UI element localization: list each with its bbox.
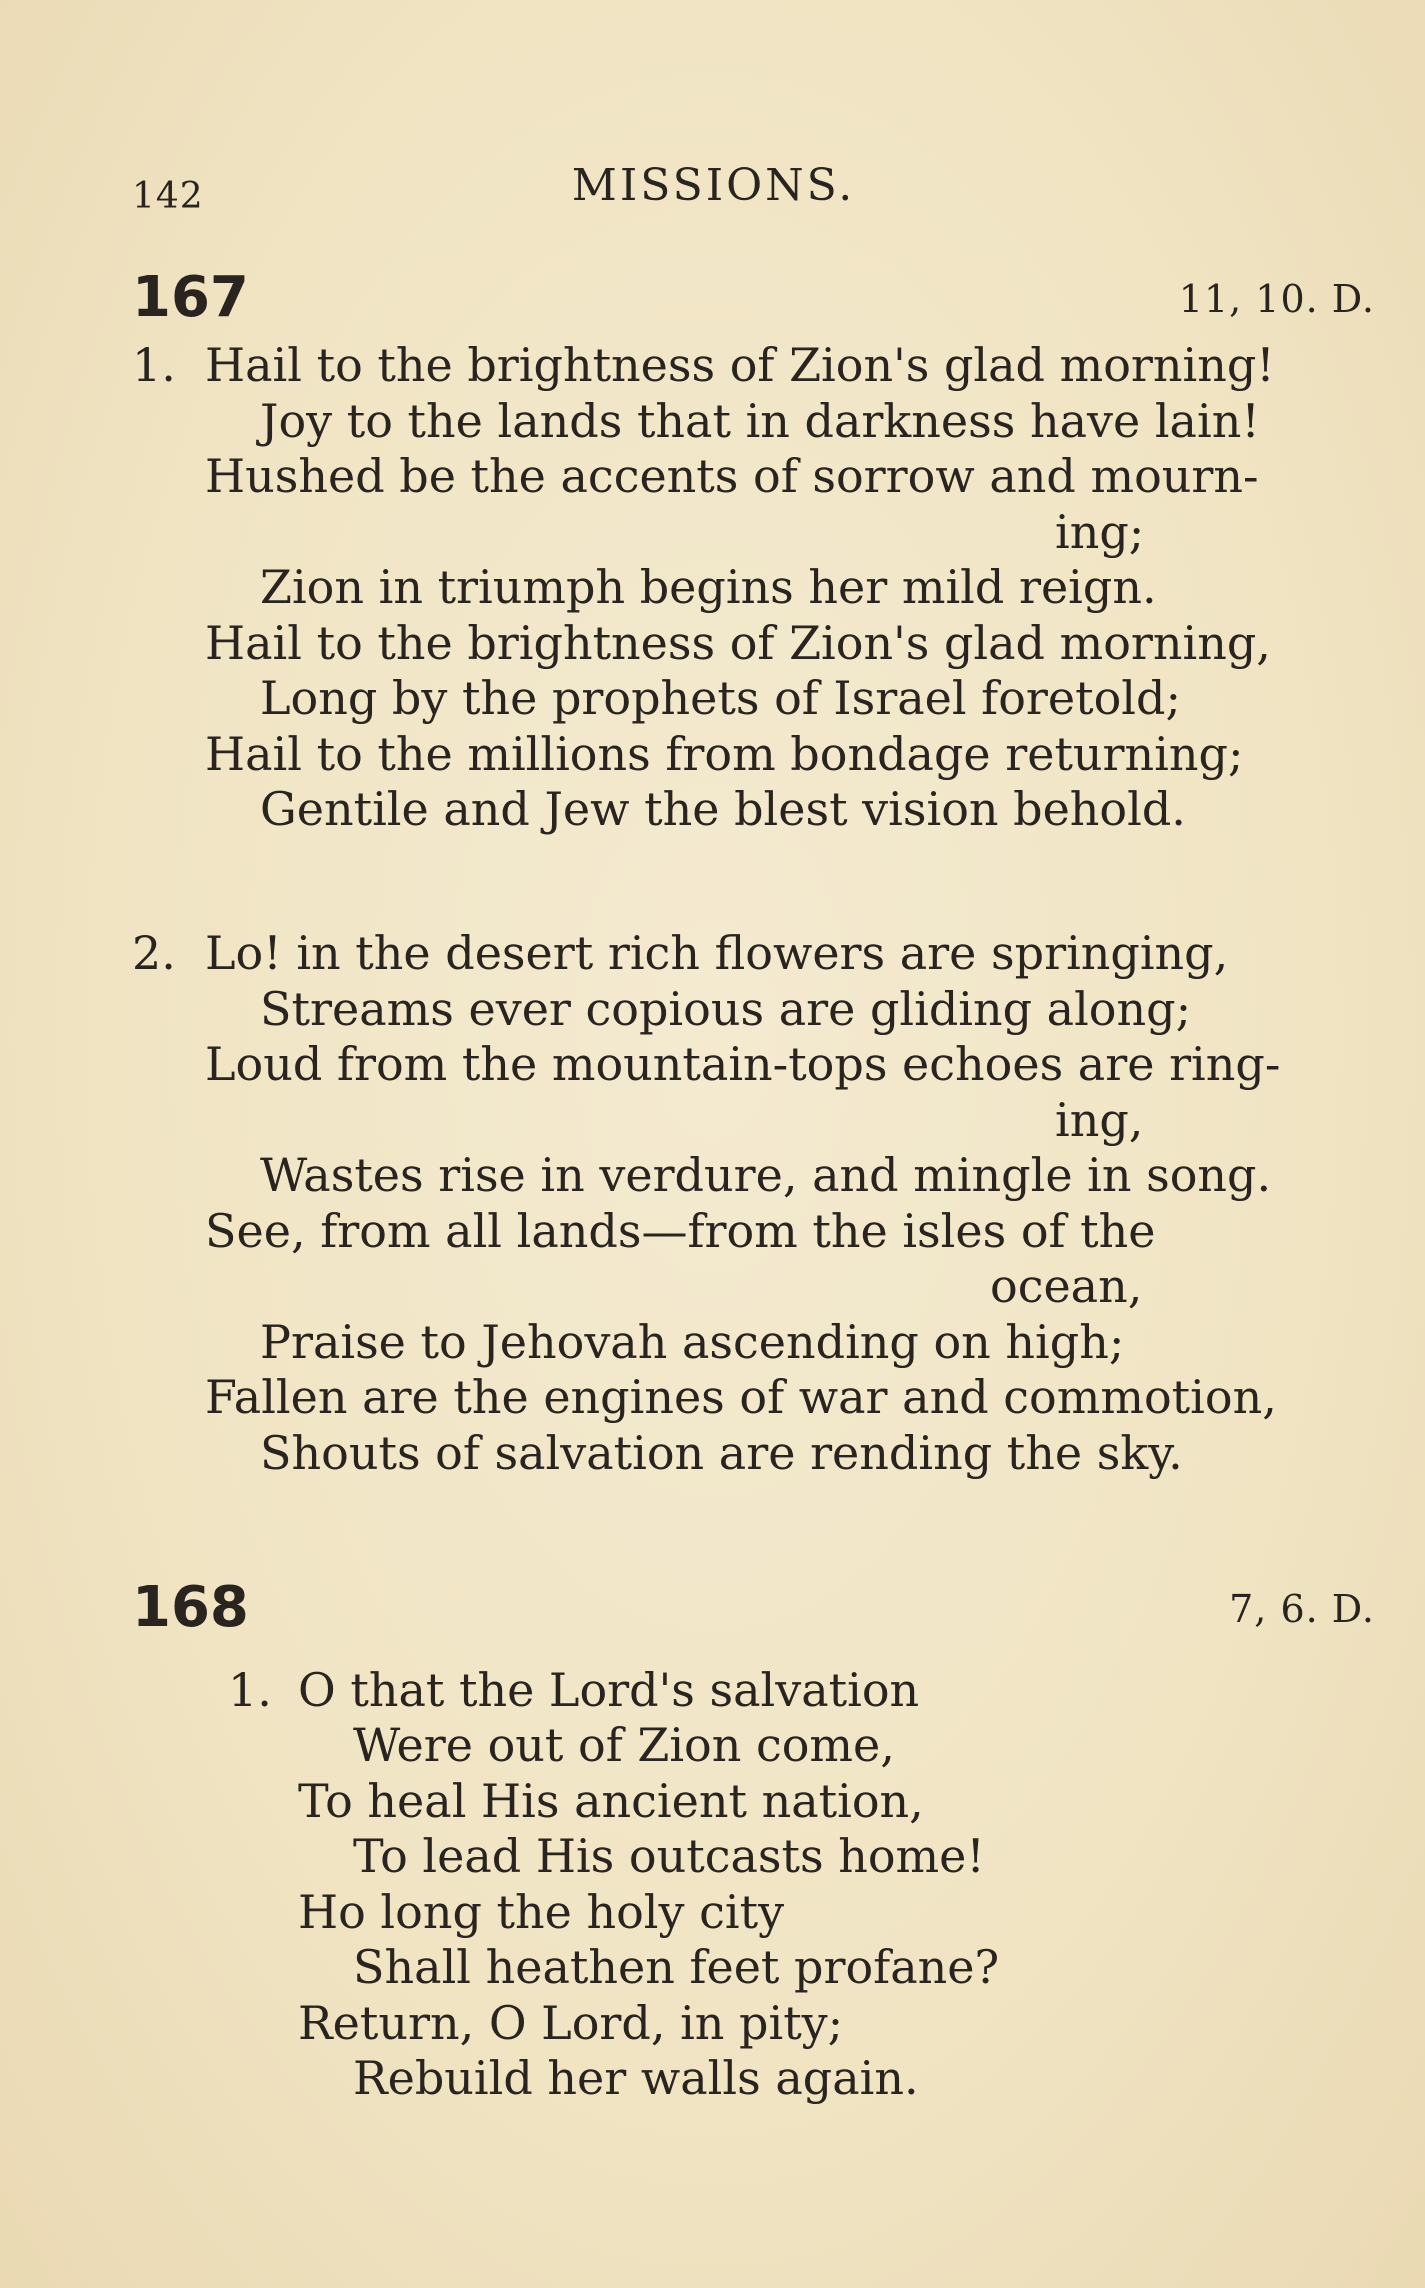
verse-line: Joy to the lands that in darkness have lain! bbox=[260, 394, 1260, 448]
verse-line: Long by the prophets of Israel foretold; bbox=[260, 671, 1181, 725]
verse-line: ing, bbox=[1055, 1093, 1144, 1147]
hymn-number: 168 bbox=[132, 1575, 249, 1640]
verse-line: To heal His ancient nation, bbox=[298, 1774, 924, 1828]
hymn-heading bbox=[132, 265, 1375, 335]
verse-line: Hail to the brightness of Zion's glad morning, bbox=[205, 616, 1271, 670]
page-number: 142 bbox=[132, 176, 204, 217]
verse-line: Shall heathen feet profane? bbox=[353, 1940, 1000, 1994]
verse-line: Loud from the mountain-tops echoes are ring- bbox=[205, 1037, 1281, 1091]
verse-line: ing; bbox=[1055, 505, 1145, 559]
verse-line: O that the Lord's salvation bbox=[298, 1663, 920, 1717]
verse-line: Were out of Zion come, bbox=[353, 1718, 895, 1772]
running-head bbox=[132, 160, 1345, 220]
verse-line: Rebuild her walls again. bbox=[353, 2051, 919, 2105]
verse-line: Return, O Lord, in pity; bbox=[298, 1996, 844, 2050]
verse-line: Fallen are the engines of war and commotion, bbox=[205, 1370, 1277, 1424]
verse-number: 1. bbox=[132, 338, 176, 392]
hymn-number: 167 bbox=[132, 265, 249, 330]
verse-line: Ho long the holy city bbox=[298, 1885, 785, 1939]
verse-line: ocean, bbox=[990, 1259, 1143, 1313]
verse-line: Wastes rise in verdure, and mingle in song. bbox=[260, 1148, 1272, 1202]
verse-line: Gentile and Jew the blest vision behold. bbox=[260, 782, 1186, 836]
hymn-meter: 11, 10. D. bbox=[1178, 277, 1375, 321]
verse-line: Praise to Jehovah ascending on high; bbox=[260, 1315, 1125, 1369]
verse-line: Streams ever copious are gliding along; bbox=[260, 982, 1192, 1036]
hymn-meter: 7, 6. D. bbox=[1229, 1587, 1375, 1631]
verse-number: 1. bbox=[228, 1663, 272, 1717]
verse-line: Lo! in the desert rich flowers are springing, bbox=[205, 926, 1229, 980]
section-title: MISSIONS. bbox=[571, 160, 856, 211]
verse-line: Hail to the millions from bondage returning; bbox=[205, 727, 1244, 781]
verse-line: See, from all lands—from the isles of the bbox=[205, 1204, 1156, 1258]
verse-line: Zion in triumph begins her mild reign. bbox=[260, 560, 1157, 614]
verse-line: To lead His outcasts home! bbox=[353, 1829, 985, 1883]
verse-line: Hushed be the accents of sorrow and mourn- bbox=[205, 449, 1259, 503]
verse-number: 2. bbox=[132, 926, 176, 980]
hymn-heading bbox=[132, 1575, 1375, 1645]
verse-line: Shouts of salvation are rending the sky. bbox=[260, 1426, 1183, 1480]
verse-line: Hail to the brightness of Zion's glad morning! bbox=[205, 338, 1275, 392]
